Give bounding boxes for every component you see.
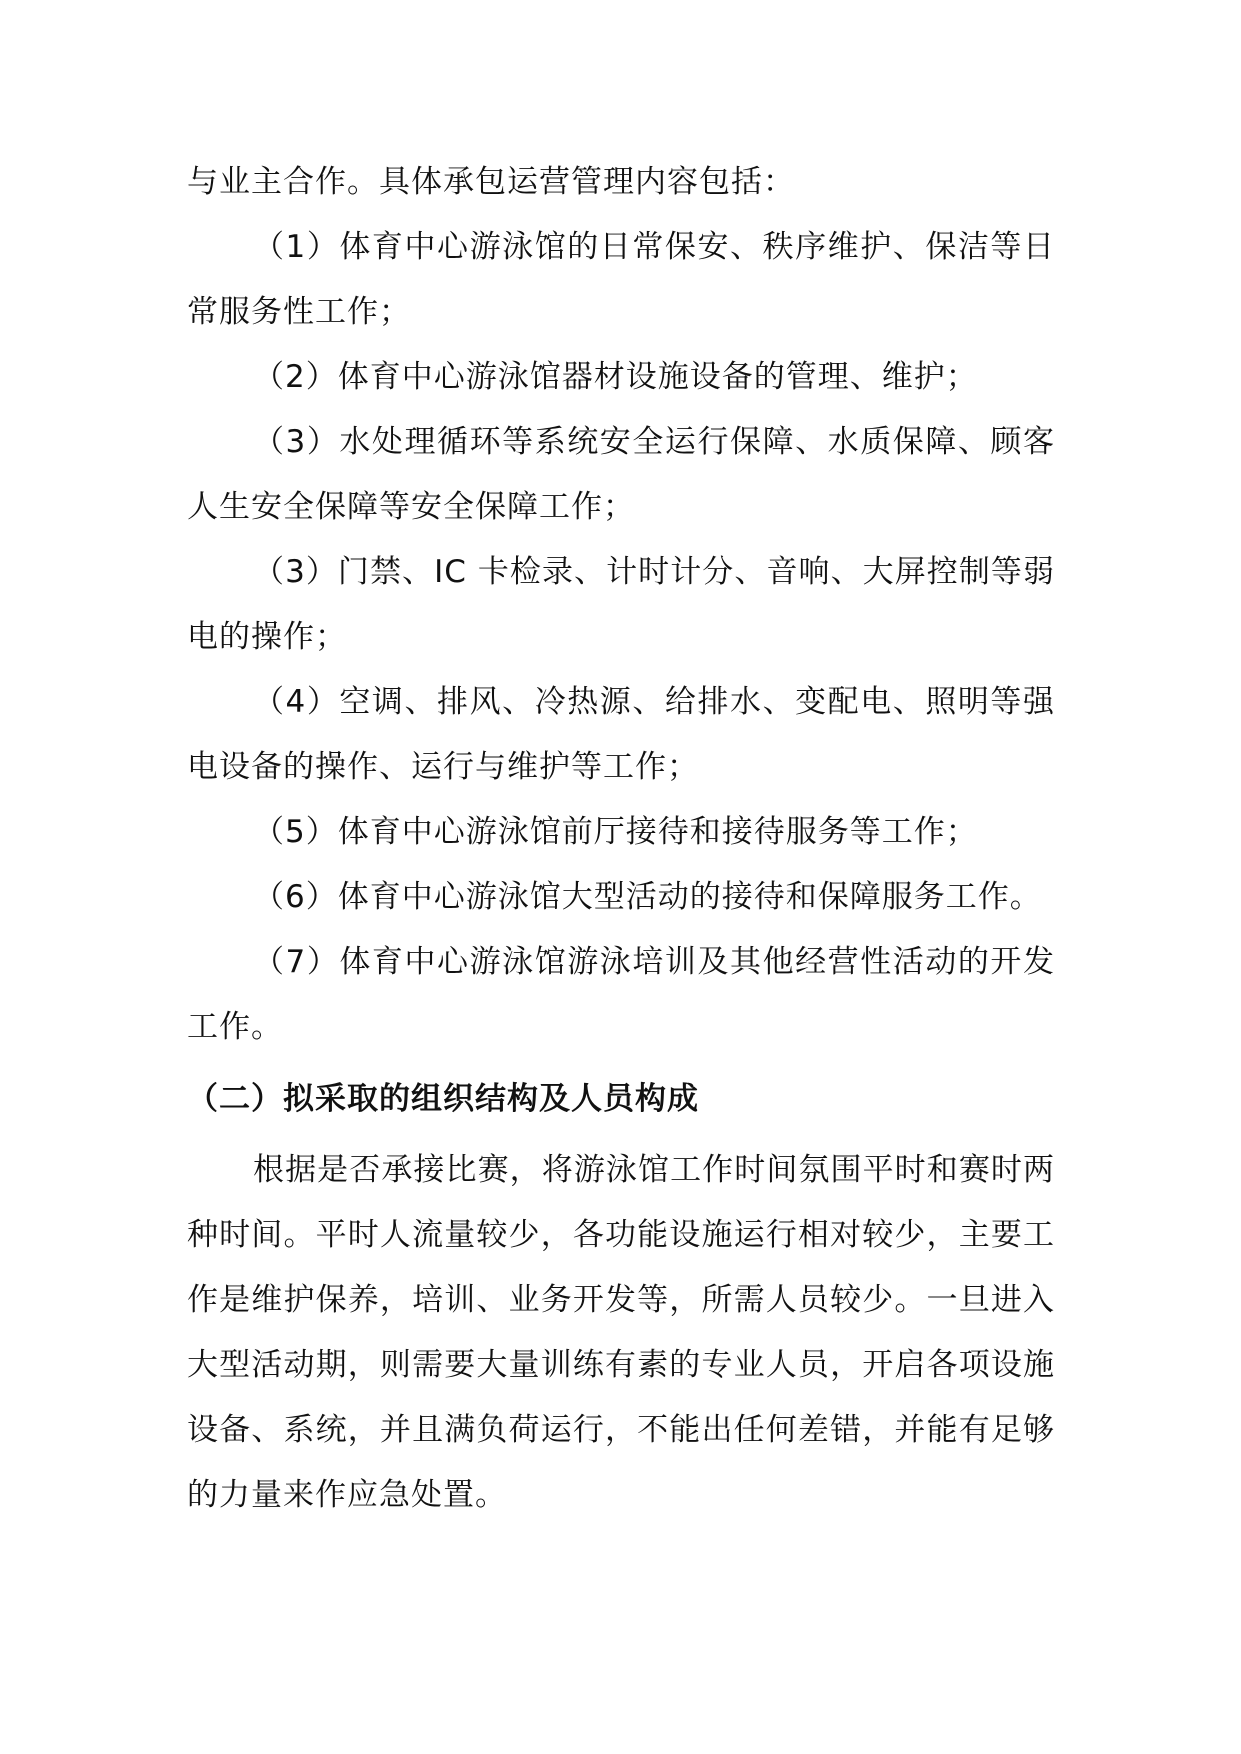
list-item-3b: （3）门禁、IC 卡检录、计时计分、音响、大屏控制等弱电的操作；	[187, 554, 1055, 655]
list-item-3: （3）水处理循环等系统安全运行保障、水质保障、顾客人生安全保障等安全保障工作；	[187, 424, 1055, 525]
section-paragraph: 根据是否承接比赛，将游泳馆工作时间氛围平时和赛时两种时间。平时人流量较少，各功能设施运行相对较少，主要工作是维护保养，培训、业务开发等，所需人员较少。一旦进入大型活动期，则需要大量训练有素的专业人员，开启各项设施设备、系统，并且满负荷运行，不能出任何差错，并能有足够的力量来作应急处置。	[187, 1152, 1055, 1513]
list-item-4: （4）空调、排风、冷热源、给排水、变配电、照明等强电设备的操作、运行与维护等工作；	[187, 684, 1055, 785]
list-item-5: （5）体育中心游泳馆前厅接待和接待服务等工作；	[253, 814, 978, 850]
paragraph-intro: 与业主合作。具体承包运营管理内容包括：	[187, 164, 795, 200]
document-body	[187, 150, 1055, 1528]
list-item-7: （7）体育中心游泳馆游泳培训及其他经营性活动的开发工作。	[187, 944, 1055, 1045]
list-item-1: （1）体育中心游泳馆的日常保安、秩序维护、保洁等日常服务性工作；	[187, 229, 1055, 330]
section-heading: （二）拟采取的组织结构及人员构成	[187, 1081, 699, 1117]
list-item-6: （6）体育中心游泳馆大型活动的接待和保障服务工作。	[253, 879, 1042, 915]
list-item-2: （2）体育中心游泳馆器材设施设备的管理、维护；	[253, 359, 978, 395]
